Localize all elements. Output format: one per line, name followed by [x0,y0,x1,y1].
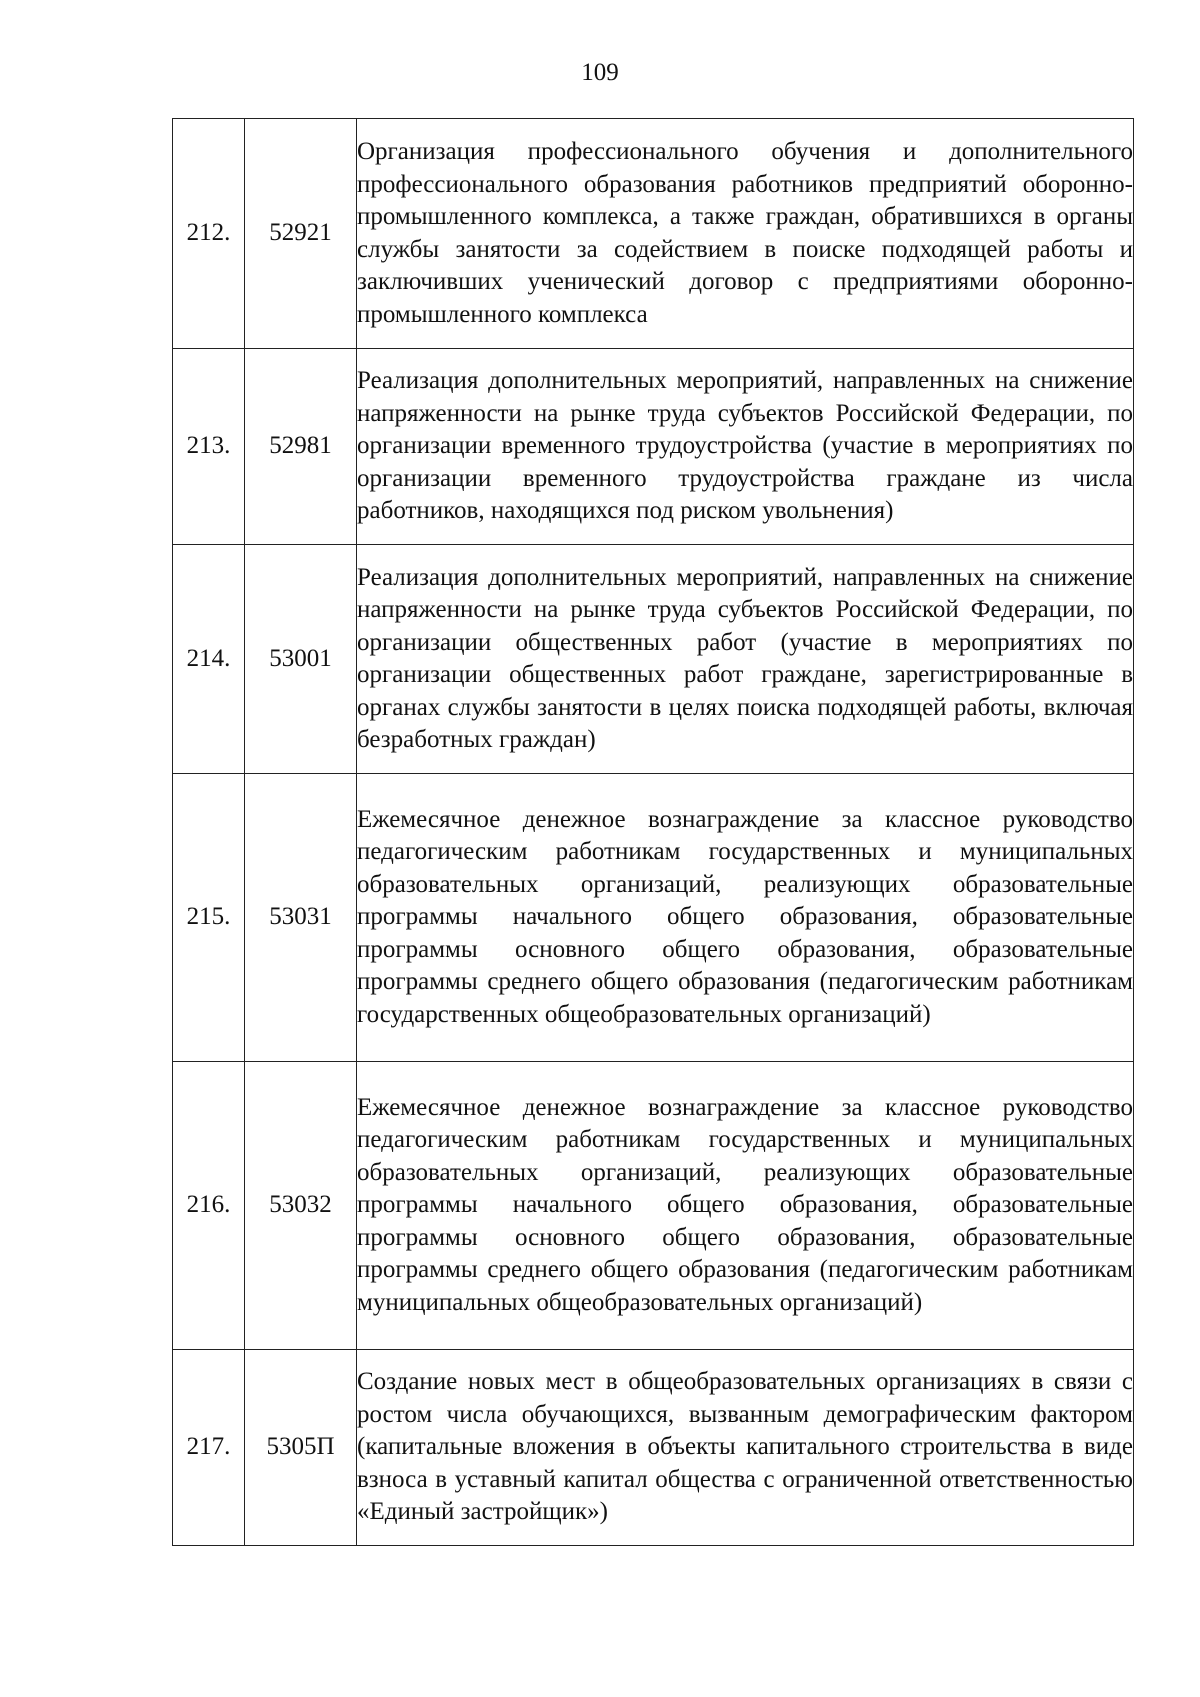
row-number: 214. [173,545,245,774]
table-row [173,1350,1134,1546]
row-number: 212. [173,119,245,349]
row-description: Реализация дополнительных мероприятий, направленных на снижение напряженности на рынке труда субъектов Российской Федерации, по организации общественных работ (участие в мероприятиях по организации общественных работ граждане, зарегистрированные в органах службы занятости в целях поиска подходящей работы, включая безработных граждан) [357,545,1134,774]
row-number: 213. [173,349,245,545]
row-number: 216. [173,1062,245,1350]
row-code: 52921 [245,119,357,349]
registry-table [172,118,1134,1546]
page-number: 109 [581,59,619,86]
row-description: Реализация дополнительных мероприятий, направленных на снижение напряженности на рынке труда субъектов Российской Федерации, по организации временного трудоустройства (участие в мероприятиях по организации временного трудоустройства граждане из числа работников, находящихся под риском увольнения) [357,349,1134,545]
row-number: 217. [173,1350,245,1546]
row-code: 52981 [245,349,357,545]
row-code: 53031 [245,774,357,1062]
table-row [173,774,1134,1062]
table-row [173,1062,1134,1350]
row-description: Ежемесячное денежное вознаграждение за классное руководство педагогическим работникам государственных и муниципальных образовательных организаций, реализующих образовательные программы начального общего образования, образовательные программы основного общего образования, образовательные программы среднего общего образования (педагогическим работникам государственных общеобразовательных организаций) [357,774,1134,1062]
table-row [173,349,1134,545]
row-code: 53032 [245,1062,357,1350]
row-description: Создание новых мест в общеобразовательных организациях в связи с ростом числа обучающихся, вызванным демографическим фактором (капитальные вложения в объекты капитального строительства в виде взноса в уставный капитал общества с ограниченной ответственностью «Единый застройщик») [357,1350,1134,1546]
table-row [173,545,1134,774]
table-row [173,119,1134,349]
row-code: 53001 [245,545,357,774]
row-description: Организация профессионального обучения и дополнительного профессионального образования работников предприятий оборонно-промышленного комплекса, а также граждан, обратившихся в органы службы занятости за содействием в поиске подходящей работы и заключивших ученический договор с предприятиями оборонно-промышленного комплекса [357,119,1134,349]
row-description: Ежемесячное денежное вознаграждение за классное руководство педагогическим работникам государственных и муниципальных образовательных организаций, реализующих образовательные программы начального общего образования, образовательные программы основного общего образования, образовательные программы среднего общего образования (педагогическим работникам муниципальных общеобразовательных организаций) [357,1062,1134,1350]
row-code: 5305П [245,1350,357,1546]
row-number: 215. [173,774,245,1062]
